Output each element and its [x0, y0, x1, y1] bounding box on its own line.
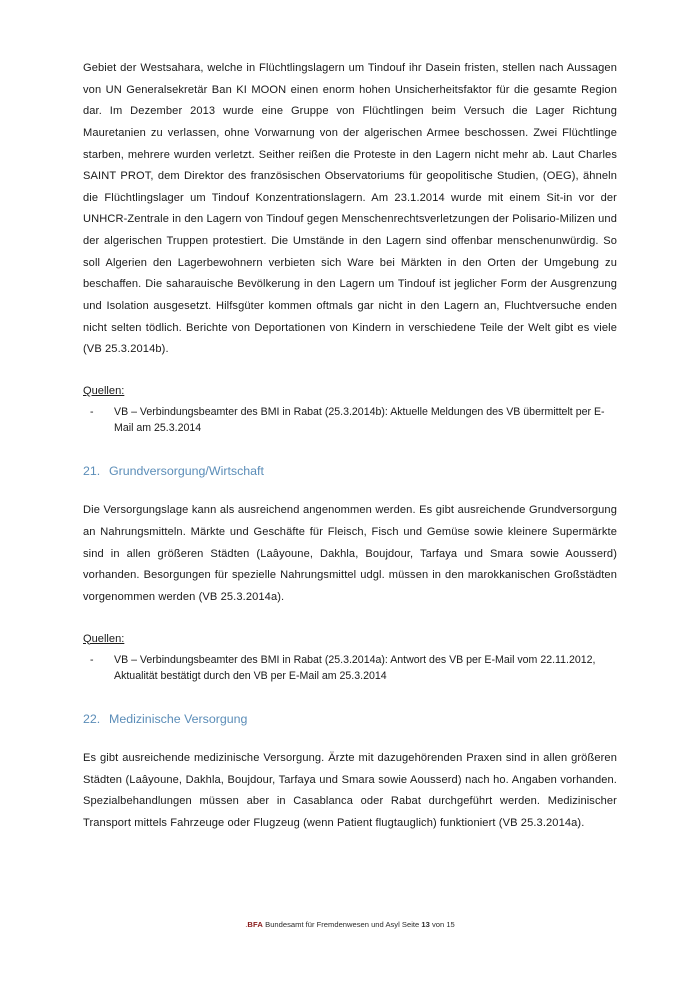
source-text: VB – Verbindungsbeamter des BMI in Rabat (25.3.2014a): Antwort des VB per E-Mail vom 22.11.2012, Aktualität bestätigt durch den VB per E-Mail am 25.3.2014 [114, 653, 596, 682]
section-number: 22. [83, 711, 101, 726]
source-text: VB – Verbindungsbeamter des BMI in Rabat (25.3.2014b): Aktuelle Meldungen des VB übermittelt per E-Mail am 25.3.2014 [114, 405, 605, 434]
source-list-2 [83, 652, 617, 684]
list-item [83, 652, 617, 684]
list-item [83, 404, 617, 436]
footer-page-number: 13 [421, 920, 430, 929]
spacer [83, 480, 617, 500]
footer-dot: . [245, 920, 248, 929]
footer-total-pages: 15 [446, 920, 455, 929]
footer-page-word: Seite [401, 920, 420, 929]
page-content [83, 58, 617, 835]
list-bullet-dash: - [90, 405, 94, 418]
section-number: 21. [83, 464, 101, 479]
section-heading-21 [83, 463, 617, 480]
paragraph-grundversorgung: Die Versorgungslage kann als ausreichend angenommen werden. Es gibt ausreichende Grundversorgung an Nahrungsmitteln. Märkte und Geschäfte für Fleisch, Fisch und Gemüse sowie kleinere Supermärkte sind in allen größeren Städten (Laâyoune, Dakhla, Boujdour, Tarfaya und Smara sowie Aousserd) vorhanden. Besorgungen für spezielle Nahrungsmittel udgl. müssen in den marokkanischen Großstädten vorgenommen werden (VB 25.3.2014a). [83, 504, 617, 603]
sources-label-2: Quellen: [83, 632, 125, 645]
spacer [83, 609, 617, 629]
footer-of-word: von [431, 920, 445, 929]
section-heading-22 [83, 711, 617, 728]
spacer [83, 436, 617, 463]
list-bullet-dash: - [90, 653, 94, 666]
footer-org-abbr: BFA [247, 920, 264, 929]
page-footer [0, 920, 700, 929]
sources-label-1: Quellen: [83, 384, 125, 397]
spacer [83, 728, 617, 748]
footer-org-name: Bundesamt für Fremdenwesen und Asyl [265, 920, 400, 929]
paragraph-medizinische-versorgung: Es gibt ausreichende medizinische Versorgung. Ärzte mit dazugehörenden Praxen sind in allen größeren Städten (Laâyoune, Dakhla, Boujdour, Tarfaya und Smara sowie Aousserd) nach ho. Angaben vorhanden. Spezialbehandlungen müssen aber in Casablanca oder Rabat durchgeführt werden. Medizinischer Transport mittels Fahrzeuge oder Flugzeug (wenn Patient flugtauglich) funktioniert (VB 25.3.2014a). [83, 752, 617, 829]
spacer [83, 684, 617, 711]
spacer [83, 361, 617, 381]
section-title: Grundversorgung/Wirtschaft [109, 464, 264, 479]
paragraph-continuation: Gebiet der Westsahara, welche in Flüchtlingslagern um Tindouf ihr Dasein fristen, stellen nach Aussagen von UN Generalsekretär Ban KI MOON einen enorm hohen Unsicherheitsfaktor für die gesamte Region dar. Im Dezember 2013 wurde eine Gruppe von Flüchtlingen beim Versuch die Lager Richtung Mauretanien zu verlassen, ohne Vorwarnung von der algerischen Armee beschossen. Zwei Flüchtlinge starben, mehrere wurden verletzt. Seither reißen die Proteste in den Lagern nicht mehr ab. Laut Charles SAINT PROT, dem Direktor des französischen Observatoriums für geopolitische Studien, (OEG), ähneln die Flüchtlingslager um Tindouf Konzentrationslagern. Am 23.1.2014 wurde mit einem Sit-in vor der UNHCR-Zentrale in den Lagern von Tindouf gegen Menschenrechtsverletzungen der Polisario-Milizen und der algerischen Truppen protestiert. Die Umstände in den Lagern sind offenbar menschenunwürdig. So soll Algerien den Lagerbewohnern verbieten sich Ware bei Märkten in den Orten der Umgebung zu beschaffen. Die saharauische Bevölkerung in den Lagern um Tindouf ist jeglicher Form der Ausgrenzung und Isolation ausgesetzt. Hilfsgüter kommen oftmals gar nicht in den Lagern an, Fluchtversuche enden nicht selten tödlich. Berichte von Deportationen von Kindern in verschiedene Teile der Welt gibt es viele (VB 25.3.2014b). [83, 62, 617, 356]
section-title: Medizinische Versorgung [109, 711, 248, 726]
source-list-1 [83, 404, 617, 436]
